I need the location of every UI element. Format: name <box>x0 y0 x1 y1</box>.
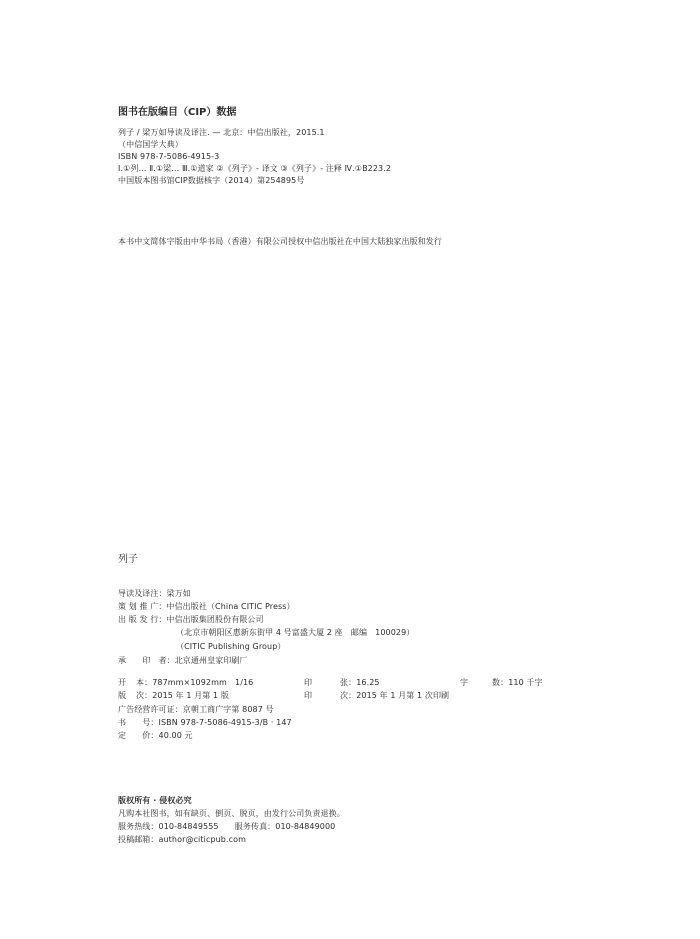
cip-line: 中国版本图书馆CIP数据核字（2014）第254895号 <box>118 176 305 185</box>
address-line: （北京市朝阳区惠新东街甲 4 号富盛大厦 2 座 邮编 100029） <box>176 628 415 637</box>
authorization-statement: 本书中文简体字版由中华书局（香港）有限公司授权中信出版社在中国大陆独家出版和发行 <box>118 237 442 246</box>
spec-printing-key: 印 <box>304 691 313 700</box>
spec-sheets-key: 印 <box>304 678 313 687</box>
price-line: 定 价：40.00 元 <box>118 731 193 740</box>
cip-line: （中信国学大典） <box>118 140 183 149</box>
cip-line: Ⅰ.①列… Ⅱ.①梁… Ⅲ.①道家 ②《列子》- 译文 ③《列子》- 注释 Ⅳ.①B223.2 <box>118 164 392 173</box>
spec-row-format <box>118 677 660 690</box>
spec-format-value: 本：787mm×1092mm 1/16 <box>136 678 254 687</box>
credit-line: 导读及译注：梁万如 <box>118 589 191 598</box>
specs-block <box>118 677 660 742</box>
spec-words-value: 数：110 千字 <box>492 678 543 687</box>
rights-title: 版权所有 · 侵权必究 <box>118 796 192 805</box>
rights-block <box>118 795 660 846</box>
spec-sheets-value: 张：16.25 <box>340 678 380 687</box>
book-title: 列子 <box>118 554 138 565</box>
printer-line: 承 印 者：北京通州皇家印刷厂 <box>118 656 248 665</box>
spec-printing-value: 次：2015 年 1 月第 1 次印刷 <box>340 691 450 700</box>
rights-line: 投稿邮箱：author@citicpub.com <box>118 835 246 844</box>
cip-line: ISBN 978-7-5086-4915-3 <box>118 152 220 161</box>
cip-block <box>118 106 660 187</box>
cip-line: 列子 / 梁万如导读及译注. — 北京：中信出版社，2015.1 <box>118 128 325 137</box>
spec-edition-key: 版 <box>118 691 127 700</box>
rights-line: 凡购本社图书，如有缺页、倒页、脱页，由发行公司负责退换。 <box>118 809 345 818</box>
rights-line: 服务热线：010-84849555 服务传真：010-84849000 <box>118 822 336 831</box>
credit-line: 出 版 发 行：中信出版集团股份有限公司 <box>118 615 264 624</box>
credit-line: 策 划 推 广：中信出版社（China CITIC Press） <box>118 602 295 611</box>
spec-words-key: 字 <box>460 678 469 687</box>
ad-license-line: 广告经营许可证：京朝工商广字第 8087 号 <box>118 705 274 714</box>
cip-title: 图书在版编目（CIP）数据 <box>118 107 237 118</box>
isbn-line: 书 号：ISBN 978-7-5086-4915-3/B · 147 <box>118 718 292 727</box>
address-line: （CITIC Publishing Group） <box>176 642 286 651</box>
spec-format-key: 开 <box>118 678 127 687</box>
spec-edition-value: 次：2015 年 1 月第 1 版 <box>136 691 229 700</box>
authorization-block <box>118 236 660 248</box>
book-details-block <box>118 553 660 668</box>
spec-row-edition <box>118 690 660 703</box>
